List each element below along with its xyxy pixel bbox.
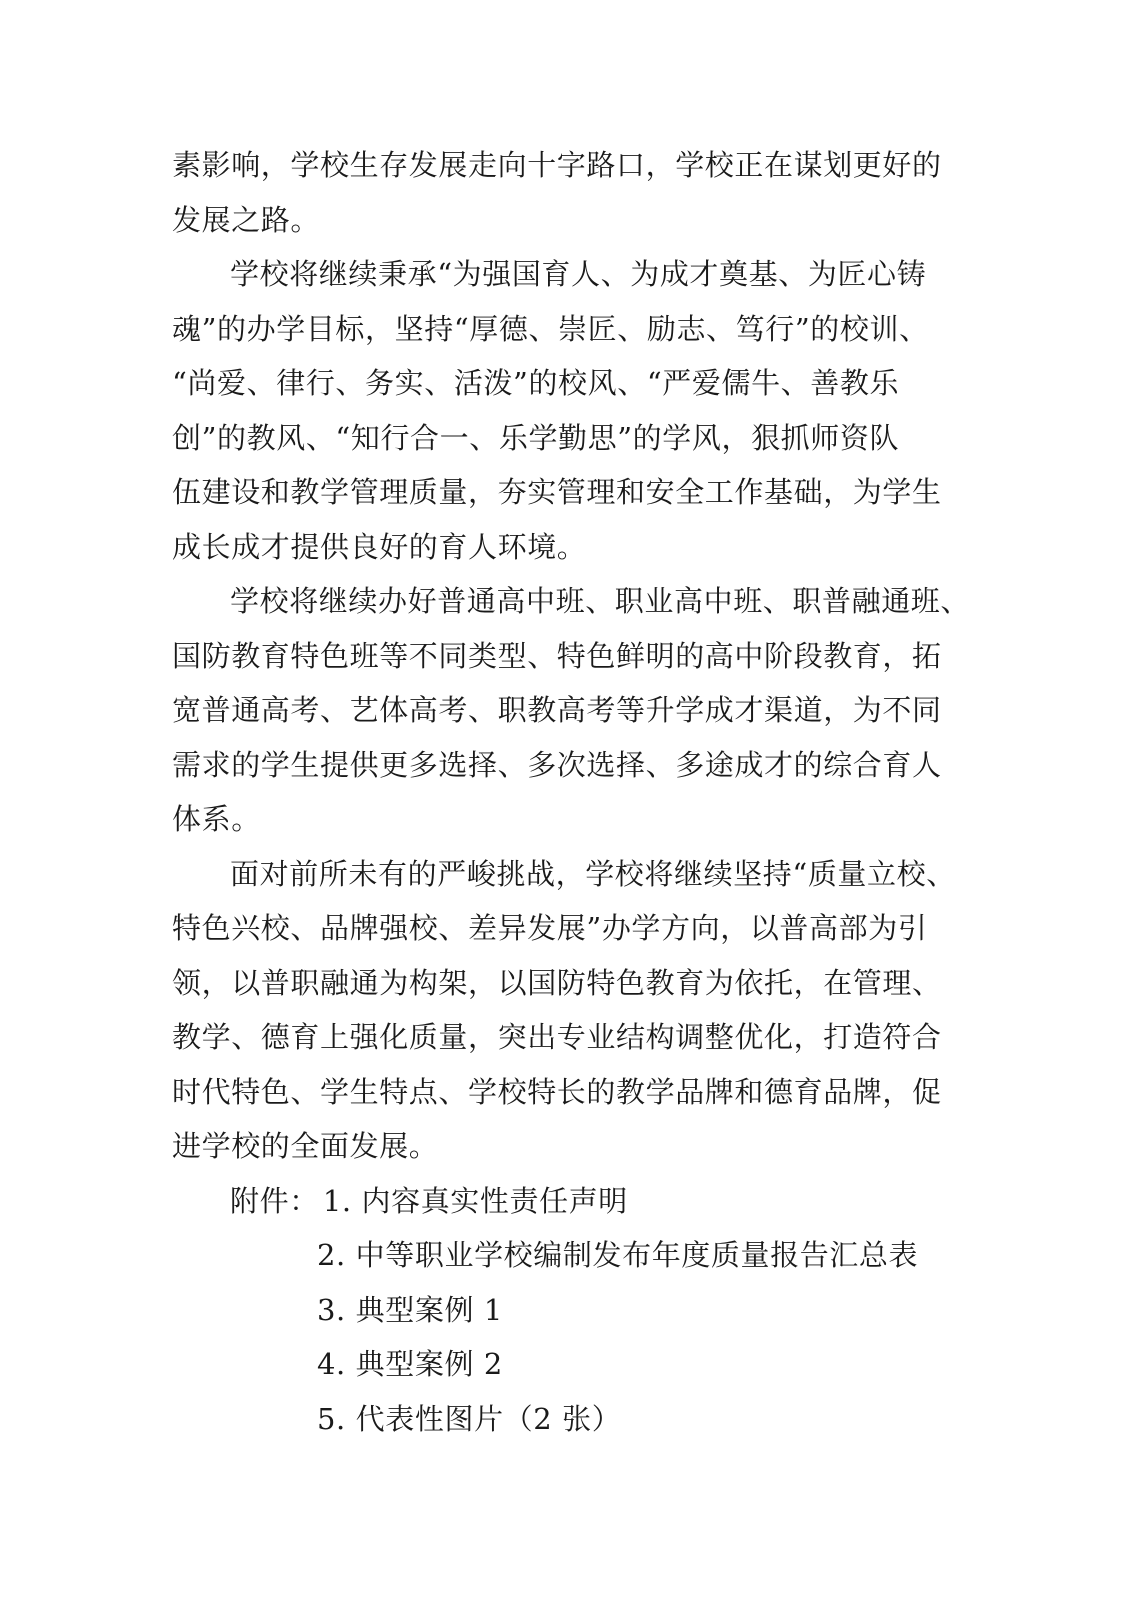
attachments-list [172, 1174, 952, 1447]
text-line: 国防教育特色班等不同类型、特色鲜明的高中阶段教育，拓 [172, 638, 942, 673]
text-line: 宽普通高考、艺体高考、职教高考等升学成才渠道，为不同 [172, 693, 942, 727]
attachment-item: 5. 代表性图片（2 张） [317, 1401, 622, 1436]
text-line: 特色兴校、品牌强校、差异发展”办学方向，以普高部为引 [172, 911, 928, 945]
text-line: 素影响，学校生存发展走向十字路口，学校正在谋划更好的 [172, 148, 942, 182]
paragraph [172, 574, 971, 847]
paragraph [172, 847, 956, 1174]
text-line: 学校将继续秉承“为强国育人、为成才奠基、为匠心铸 [230, 257, 927, 291]
document-body [172, 138, 971, 1446]
attachment-item: 3. 典型案例 1 [317, 1292, 503, 1327]
paragraph [172, 138, 952, 247]
attachment-item: 4. 典型案例 2 [317, 1347, 503, 1381]
attachment-item: 2. 中等职业学校编制发布年度质量报告汇总表 [317, 1238, 919, 1272]
text-line: 发展之路。 [172, 202, 321, 237]
text-line: 学校将继续办好普通高中班、职业高中班、职普融通班、 [230, 584, 971, 618]
text-line: 成长成才提供良好的育人环境。 [172, 529, 587, 564]
paragraph [172, 247, 952, 574]
text-line: 伍建设和教学管理质量，夯实管理和安全工作基础，为学生 [172, 475, 942, 509]
attachments-label: 附件： [230, 1183, 319, 1218]
text-line: 创”的教风、“知行合一、乐学勤思”的学风，狠抓师资队 [172, 420, 900, 455]
text-line: 领，以普职融通为构架，以国防特色教育为依托，在管理、 [172, 965, 942, 1000]
text-line: 时代特色、学生特点、学校特长的教学品牌和德育品牌，促 [172, 1074, 942, 1109]
text-line: 进学校的全面发展。 [172, 1129, 439, 1163]
text-line: 魂”的办学目标，坚持“厚德、崇匠、励志、笃行”的校训、 [172, 311, 929, 346]
text-line: “尚爱、律行、务实、活泼”的校风、“严爱儒牛、善教乐 [172, 366, 900, 400]
text-line: 教学、德育上强化质量，突出专业结构调整优化，打造符合 [172, 1020, 942, 1054]
attachment-first-line [172, 1174, 952, 1229]
text-line: 面对前所未有的严峻挑战，学校将继续坚持“质量立校、 [230, 856, 956, 891]
text-line: 需求的学生提供更多选择、多次选择、多途成才的综合育人 [172, 747, 942, 782]
text-line: 体系。 [172, 802, 261, 836]
attachment-item: 1. 内容真实性责任声明 [322, 1183, 628, 1218]
